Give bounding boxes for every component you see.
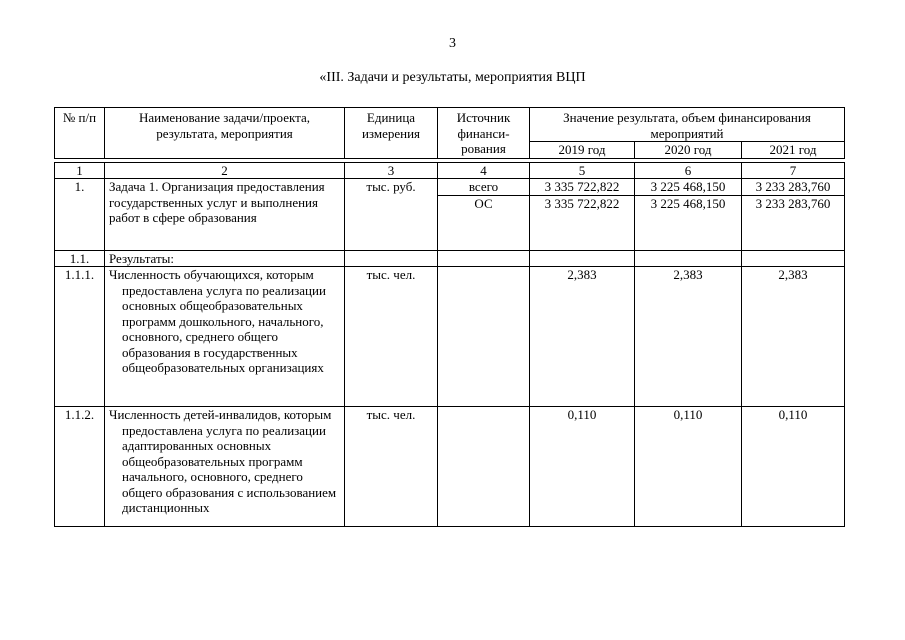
unit-cell: тыс. чел. — [345, 267, 438, 407]
tasks-results-table — [54, 107, 845, 527]
table-row-task-1-total — [55, 179, 845, 196]
row-number: 1.1.1. — [55, 267, 105, 407]
value-cell: 3 233 283,760 — [742, 179, 845, 196]
unit-cell: тыс. руб. — [345, 179, 438, 251]
row-number: 1.1.2. — [55, 407, 105, 527]
table-row-results — [55, 250, 845, 267]
value-cell: 3 225 468,150 — [635, 179, 742, 196]
result-name-text: Численность детей-инвалидов, которым предоставлена услуга по реализации адаптированных основных общеобразовательных программ начального, основного, среднего общего образования с использованием дистанционных — [109, 407, 337, 515]
value-cell: 0,110 — [530, 407, 635, 527]
header-name: Наименование задачи/проекта, результата, мероприятия — [105, 108, 345, 159]
header-num: № п/п — [55, 108, 105, 159]
page-number: 3 — [449, 36, 456, 51]
value-cell: 3 335 722,822 — [530, 179, 635, 196]
empty-cell — [742, 250, 845, 267]
source-cell: ОС — [438, 195, 530, 250]
header-source: Источник финанси- рования — [438, 108, 530, 159]
value-cell: 2,383 — [635, 267, 742, 407]
value-cell: 3 233 283,760 — [742, 195, 845, 250]
column-number: 3 — [345, 162, 438, 179]
header-unit: Единица измерения — [345, 108, 438, 159]
empty-cell — [635, 250, 742, 267]
header-values-group: Значение результата, объем финансирования мероприятий — [530, 108, 845, 142]
result-name — [105, 407, 345, 527]
header-row — [55, 108, 845, 142]
column-number: 2 — [105, 162, 345, 179]
table-row-result-1-1-1 — [55, 267, 845, 407]
row-number: 1. — [55, 179, 105, 251]
value-cell: 0,110 — [742, 407, 845, 527]
result-name-text: Численность обучающихся, которым предоставлена услуга по реализации основных общеобразовательных программ дошкольного, начального, основного, среднего общего образования в государственных общеобразовательных организациях — [109, 267, 326, 375]
empty-cell — [438, 267, 530, 407]
empty-cell — [530, 250, 635, 267]
empty-cell — [438, 250, 530, 267]
results-label: Результаты: — [105, 250, 345, 267]
empty-cell — [345, 250, 438, 267]
section-title: «III. Задачи и результаты, мероприятия ВЦП — [319, 70, 586, 85]
column-numbers-row — [55, 162, 845, 179]
header-year-2020: 2020 год — [635, 142, 742, 159]
header-year-2019: 2019 год — [530, 142, 635, 159]
value-cell: 2,383 — [530, 267, 635, 407]
column-number: 1 — [55, 162, 105, 179]
unit-cell: тыс. чел. — [345, 407, 438, 527]
row-number: 1.1. — [55, 250, 105, 267]
column-number: 5 — [530, 162, 635, 179]
source-cell: всего — [438, 179, 530, 196]
task-name: Задача 1. Организация предоставления государственных услуг и выполнения работ в сфере образования — [105, 179, 345, 251]
value-cell: 2,383 — [742, 267, 845, 407]
value-cell: 3 225 468,150 — [635, 195, 742, 250]
header-year-2021: 2021 год — [742, 142, 845, 159]
value-cell: 3 335 722,822 — [530, 195, 635, 250]
empty-cell — [438, 407, 530, 527]
table-row-result-1-1-2 — [55, 407, 845, 527]
value-cell: 0,110 — [635, 407, 742, 527]
column-number: 7 — [742, 162, 845, 179]
result-name — [105, 267, 345, 407]
column-number: 4 — [438, 162, 530, 179]
column-number: 6 — [635, 162, 742, 179]
